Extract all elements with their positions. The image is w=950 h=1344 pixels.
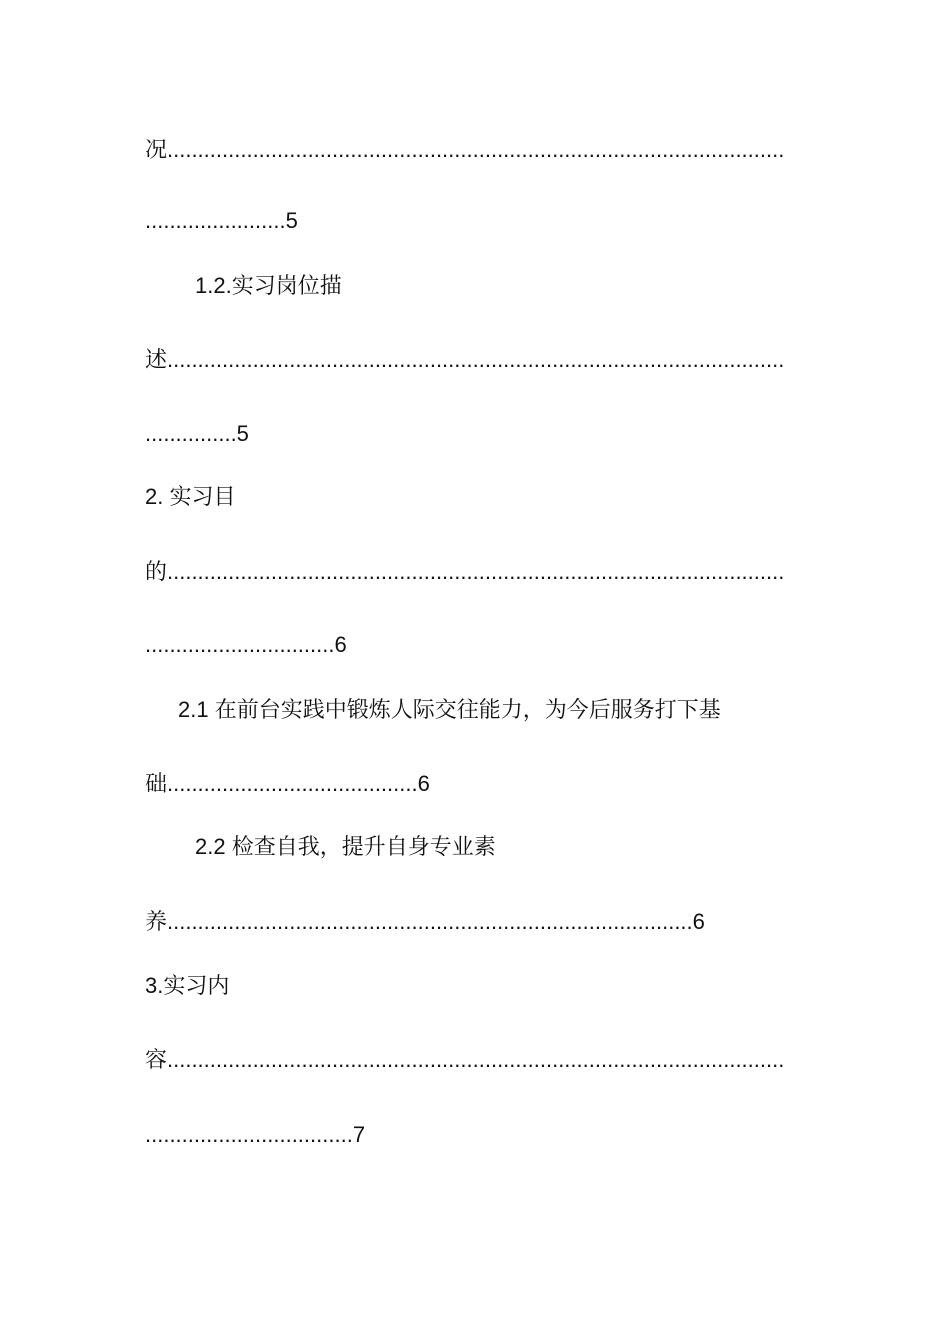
toc-line: 2.2 检查自我，提升自身专业素 (195, 834, 496, 859)
toc-line: 1.2.实习岗位描 (195, 273, 342, 298)
toc-line: 础.........................................6 (145, 771, 430, 796)
toc-line: 2. 实习目 (145, 484, 236, 509)
toc-line: 的..................................................................................................... (145, 559, 785, 584)
toc-line: ...............................6 (145, 632, 347, 657)
toc-line: 述..................................................................................................... (145, 347, 785, 372)
toc-line: 2.1 在前台实践中锻炼人际交往能力，为今后服务打下基 (178, 697, 721, 722)
toc-line: 容..................................................................................................... (145, 1047, 785, 1072)
toc-line: 3.实习内 (145, 973, 230, 998)
toc-line: 养......................................................................................6 (145, 909, 705, 934)
toc-line: ...............5 (145, 421, 249, 446)
toc-line: .......................5 (145, 208, 298, 233)
toc-line: ..................................7 (145, 1122, 366, 1147)
toc-line: 况..................................................................................................... (145, 137, 785, 162)
